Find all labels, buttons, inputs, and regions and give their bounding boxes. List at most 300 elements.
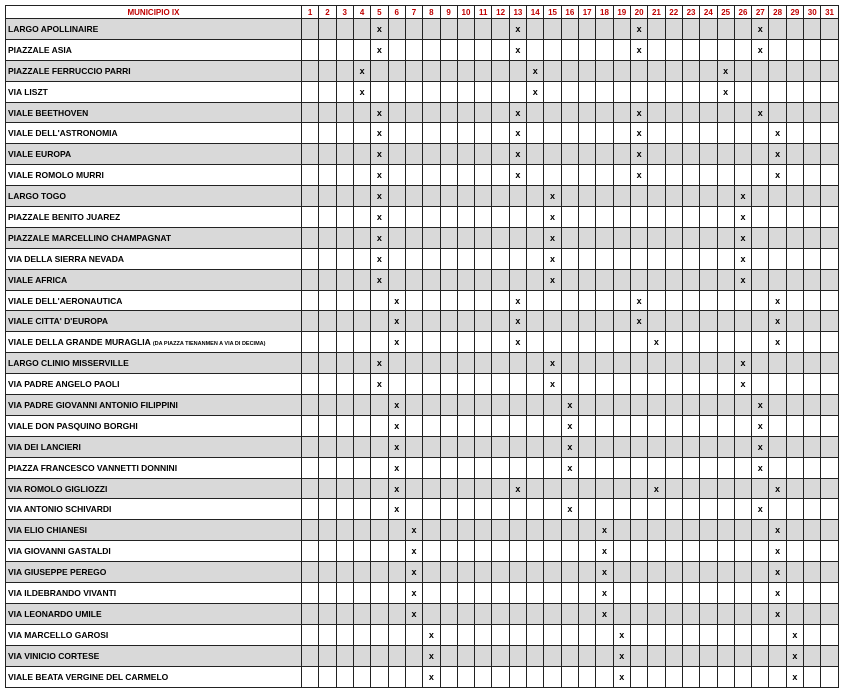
table-row	[6, 311, 839, 332]
day-cell	[457, 374, 474, 395]
day-cell	[509, 499, 526, 520]
day-cell	[319, 102, 336, 123]
day-cell	[353, 165, 370, 186]
day-cell	[527, 165, 544, 186]
day-cell	[665, 290, 682, 311]
day-cell	[786, 19, 803, 40]
day-cell	[388, 19, 405, 40]
day-cell	[319, 374, 336, 395]
day-cell	[353, 541, 370, 562]
street-name: VIALE BEATA VERGINE DEL CARMELO	[8, 671, 169, 682]
day-cell-marked: x	[371, 207, 388, 228]
day-cell-marked: x	[353, 81, 370, 102]
day-cell	[423, 353, 440, 374]
header-row	[6, 6, 839, 19]
day-cell-marked: x	[630, 39, 647, 60]
day-cell	[665, 248, 682, 269]
day-cell	[457, 520, 474, 541]
day-cell	[682, 60, 699, 81]
day-cell	[353, 102, 370, 123]
day-cell	[527, 19, 544, 40]
day-cell	[786, 39, 803, 60]
day-cell	[682, 123, 699, 144]
day-cell-marked: x	[544, 374, 561, 395]
day-cell-marked: x	[388, 332, 405, 353]
table-row	[6, 374, 839, 395]
day-cell	[423, 186, 440, 207]
day-cell	[388, 227, 405, 248]
day-cell	[319, 123, 336, 144]
street-name: VIA DELLA SIERRA NEVADA	[8, 253, 125, 264]
day-cell	[734, 39, 751, 60]
day-cell	[492, 645, 509, 666]
day-cell	[371, 583, 388, 604]
day-cell	[648, 436, 665, 457]
day-cell-marked: x	[769, 562, 786, 583]
day-cell	[371, 499, 388, 520]
day-cell	[648, 227, 665, 248]
day-cell	[457, 499, 474, 520]
day-cell	[734, 102, 751, 123]
table-row	[6, 562, 839, 583]
day-cell	[613, 499, 630, 520]
day-cell	[613, 562, 630, 583]
day-cell	[423, 603, 440, 624]
day-cell	[804, 60, 821, 81]
day-cell	[769, 227, 786, 248]
day-cell-marked: x	[509, 123, 526, 144]
day-cell	[717, 39, 734, 60]
day-cell	[804, 290, 821, 311]
day-cell	[665, 19, 682, 40]
day-cell	[630, 227, 647, 248]
table-row	[6, 645, 839, 666]
day-cell	[786, 395, 803, 416]
day-cell	[734, 541, 751, 562]
day-cell	[457, 562, 474, 583]
day-cell	[596, 374, 613, 395]
day-cell	[440, 186, 457, 207]
day-cell	[336, 311, 353, 332]
day-cell	[492, 144, 509, 165]
day-cell	[475, 541, 492, 562]
day-cell	[440, 645, 457, 666]
day-cell-marked: x	[544, 353, 561, 374]
day-cell	[561, 19, 578, 40]
day-cell	[302, 186, 319, 207]
day-cell	[492, 436, 509, 457]
day-cell	[734, 395, 751, 416]
day-cell-marked: x	[371, 269, 388, 290]
day-cell	[561, 81, 578, 102]
day-cell-marked: x	[630, 102, 647, 123]
day-cell-marked: x	[717, 60, 734, 81]
day-cell	[700, 60, 717, 81]
day-cell	[630, 374, 647, 395]
day-cell	[440, 520, 457, 541]
day-cell	[769, 186, 786, 207]
day-cell	[319, 290, 336, 311]
day-header: 29	[786, 6, 803, 19]
day-cell	[717, 102, 734, 123]
day-cell	[440, 374, 457, 395]
day-cell	[752, 603, 769, 624]
day-cell	[613, 186, 630, 207]
day-cell	[405, 624, 422, 645]
day-cell	[804, 332, 821, 353]
street-name-cell	[6, 269, 302, 290]
day-cell	[544, 332, 561, 353]
day-cell	[596, 186, 613, 207]
day-cell	[665, 165, 682, 186]
day-cell	[388, 123, 405, 144]
day-cell	[665, 562, 682, 583]
day-header: 1	[302, 6, 319, 19]
day-cell	[682, 290, 699, 311]
day-cell-marked: x	[405, 541, 422, 562]
day-cell-marked: x	[769, 144, 786, 165]
day-cell	[821, 478, 838, 499]
day-cell	[682, 311, 699, 332]
day-cell-marked: x	[786, 645, 803, 666]
day-cell	[700, 499, 717, 520]
day-cell	[509, 248, 526, 269]
day-cell-marked: x	[544, 248, 561, 269]
table-row	[6, 207, 839, 228]
day-cell	[700, 332, 717, 353]
day-cell-marked: x	[561, 395, 578, 416]
day-cell	[769, 60, 786, 81]
day-cell	[804, 624, 821, 645]
day-header: 8	[423, 6, 440, 19]
day-cell	[665, 541, 682, 562]
day-cell	[371, 520, 388, 541]
day-cell	[769, 645, 786, 666]
table-row	[6, 39, 839, 60]
day-cell	[769, 457, 786, 478]
day-cell	[596, 478, 613, 499]
day-cell	[734, 624, 751, 645]
day-cell	[734, 478, 751, 499]
day-cell	[579, 81, 596, 102]
day-cell	[544, 415, 561, 436]
day-cell	[665, 478, 682, 499]
street-name-cell	[6, 227, 302, 248]
day-cell	[596, 144, 613, 165]
day-cell	[492, 562, 509, 583]
day-cell	[509, 207, 526, 228]
day-cell	[682, 144, 699, 165]
day-cell	[544, 102, 561, 123]
day-cell-marked: x	[769, 583, 786, 604]
day-header: 10	[457, 6, 474, 19]
day-cell	[682, 457, 699, 478]
day-cell	[388, 248, 405, 269]
table-row	[6, 395, 839, 416]
day-cell	[475, 645, 492, 666]
day-cell	[544, 583, 561, 604]
day-cell	[509, 457, 526, 478]
day-cell-marked: x	[769, 478, 786, 499]
day-cell	[821, 227, 838, 248]
day-cell	[509, 583, 526, 604]
day-cell	[423, 311, 440, 332]
day-cell	[336, 332, 353, 353]
table-row	[6, 19, 839, 40]
street-name: VIALE DELL'ASTRONOMIA	[8, 128, 118, 139]
day-cell	[527, 39, 544, 60]
day-cell	[371, 415, 388, 436]
day-cell	[527, 269, 544, 290]
day-cell	[457, 436, 474, 457]
day-cell	[353, 374, 370, 395]
day-cell	[509, 562, 526, 583]
day-cell	[804, 123, 821, 144]
day-cell	[353, 457, 370, 478]
day-cell	[665, 332, 682, 353]
day-cell	[457, 60, 474, 81]
day-header: 2	[319, 6, 336, 19]
day-cell	[804, 186, 821, 207]
day-cell	[596, 666, 613, 687]
day-cell	[405, 666, 422, 687]
day-cell-marked: x	[544, 207, 561, 228]
day-cell	[786, 248, 803, 269]
day-cell	[769, 39, 786, 60]
day-cell	[682, 562, 699, 583]
day-cell	[561, 624, 578, 645]
day-cell	[302, 19, 319, 40]
day-cell	[630, 666, 647, 687]
table-row	[6, 227, 839, 248]
day-cell	[630, 248, 647, 269]
day-cell	[319, 81, 336, 102]
street-name-cell	[6, 19, 302, 40]
day-cell-marked: x	[769, 603, 786, 624]
street-name: LARGO APOLLINAIRE	[8, 23, 99, 34]
day-cell	[353, 144, 370, 165]
day-cell	[457, 165, 474, 186]
day-cell	[492, 603, 509, 624]
day-cell	[561, 541, 578, 562]
street-name-cell	[6, 186, 302, 207]
day-cell	[613, 102, 630, 123]
day-cell	[734, 81, 751, 102]
day-cell-marked: x	[596, 520, 613, 541]
day-cell	[717, 165, 734, 186]
day-cell	[613, 332, 630, 353]
day-cell	[440, 332, 457, 353]
day-cell	[665, 645, 682, 666]
day-cell	[786, 374, 803, 395]
day-cell	[353, 645, 370, 666]
day-cell-marked: x	[405, 562, 422, 583]
day-cell	[371, 624, 388, 645]
day-cell	[734, 583, 751, 604]
day-cell-marked: x	[388, 415, 405, 436]
day-cell	[371, 603, 388, 624]
day-cell	[440, 269, 457, 290]
day-cell-marked: x	[544, 269, 561, 290]
day-cell	[665, 457, 682, 478]
day-cell	[371, 666, 388, 687]
day-cell	[336, 227, 353, 248]
street-name-cell	[6, 311, 302, 332]
day-cell-marked: x	[405, 603, 422, 624]
day-cell-marked: x	[613, 645, 630, 666]
day-cell	[336, 269, 353, 290]
day-cell	[752, 248, 769, 269]
day-cell	[302, 415, 319, 436]
day-cell	[682, 624, 699, 645]
day-cell	[665, 374, 682, 395]
day-header: 25	[717, 6, 734, 19]
day-cell	[302, 123, 319, 144]
day-cell	[353, 227, 370, 248]
day-cell	[561, 666, 578, 687]
day-cell	[682, 269, 699, 290]
day-cell	[665, 269, 682, 290]
day-cell	[423, 60, 440, 81]
day-cell	[405, 123, 422, 144]
day-cell	[682, 541, 699, 562]
day-cell-marked: x	[734, 227, 751, 248]
day-cell	[544, 395, 561, 416]
day-cell	[405, 19, 422, 40]
day-cell	[319, 478, 336, 499]
day-cell	[821, 60, 838, 81]
day-cell-marked: x	[371, 39, 388, 60]
day-cell	[613, 395, 630, 416]
day-cell-marked: x	[769, 123, 786, 144]
day-cell	[544, 541, 561, 562]
day-cell	[700, 353, 717, 374]
day-cell-marked: x	[752, 395, 769, 416]
day-cell	[734, 19, 751, 40]
day-cell	[475, 395, 492, 416]
day-cell	[440, 395, 457, 416]
day-cell	[319, 666, 336, 687]
day-cell	[475, 290, 492, 311]
day-cell	[717, 353, 734, 374]
day-cell	[440, 60, 457, 81]
day-cell	[804, 102, 821, 123]
day-cell	[734, 60, 751, 81]
day-header: 18	[596, 6, 613, 19]
day-cell-marked: x	[509, 311, 526, 332]
day-cell	[492, 374, 509, 395]
day-cell	[596, 457, 613, 478]
day-cell	[405, 269, 422, 290]
day-cell-marked: x	[717, 81, 734, 102]
day-cell	[682, 603, 699, 624]
day-cell-marked: x	[734, 269, 751, 290]
day-cell	[752, 60, 769, 81]
day-cell	[423, 583, 440, 604]
day-cell	[440, 624, 457, 645]
day-cell	[319, 603, 336, 624]
day-cell	[475, 457, 492, 478]
street-name-cell	[6, 666, 302, 687]
day-cell	[457, 290, 474, 311]
street-name-cell	[6, 207, 302, 228]
day-cell	[388, 562, 405, 583]
street-name-cell	[6, 457, 302, 478]
day-cell	[475, 165, 492, 186]
day-cell	[786, 290, 803, 311]
day-cell	[700, 457, 717, 478]
day-cell	[371, 395, 388, 416]
day-cell	[475, 520, 492, 541]
day-header: 9	[440, 6, 457, 19]
street-name-cell	[6, 81, 302, 102]
day-cell	[596, 415, 613, 436]
day-cell	[319, 395, 336, 416]
day-cell-marked: x	[371, 227, 388, 248]
street-name: PIAZZALE ASIA	[8, 44, 72, 55]
day-cell	[457, 186, 474, 207]
day-cell	[717, 541, 734, 562]
street-name-cell	[6, 39, 302, 60]
day-cell	[353, 499, 370, 520]
day-cell	[700, 583, 717, 604]
day-cell	[821, 415, 838, 436]
day-cell	[353, 583, 370, 604]
day-cell-marked: x	[509, 332, 526, 353]
street-name: VIALE DELLA GRANDE MURAGLIA	[8, 337, 151, 348]
day-cell	[423, 499, 440, 520]
day-cell	[717, 478, 734, 499]
day-cell	[336, 19, 353, 40]
day-cell	[821, 499, 838, 520]
table-row	[6, 81, 839, 102]
day-cell	[527, 374, 544, 395]
day-cell-marked: x	[596, 603, 613, 624]
day-cell	[717, 123, 734, 144]
street-name: VIA DEI LANCIERI	[8, 441, 81, 452]
day-cell	[492, 269, 509, 290]
day-cell	[821, 332, 838, 353]
day-cell	[717, 457, 734, 478]
day-cell	[457, 102, 474, 123]
day-cell	[336, 39, 353, 60]
day-cell	[492, 81, 509, 102]
day-cell	[388, 583, 405, 604]
day-cell	[613, 353, 630, 374]
day-cell	[682, 415, 699, 436]
day-cell	[596, 353, 613, 374]
day-cell	[492, 415, 509, 436]
day-cell	[682, 436, 699, 457]
day-cell	[596, 165, 613, 186]
day-cell	[527, 520, 544, 541]
day-cell	[457, 353, 474, 374]
day-cell	[302, 666, 319, 687]
day-cell	[752, 165, 769, 186]
day-cell	[440, 290, 457, 311]
day-cell	[388, 374, 405, 395]
day-cell	[579, 499, 596, 520]
day-cell-marked: x	[371, 144, 388, 165]
street-name: VIA LEONARDO UMILE	[8, 608, 102, 619]
day-header: 5	[371, 6, 388, 19]
day-cell	[717, 415, 734, 436]
day-cell	[682, 583, 699, 604]
day-cell	[700, 520, 717, 541]
day-cell	[388, 645, 405, 666]
day-cell	[648, 60, 665, 81]
day-cell	[665, 81, 682, 102]
